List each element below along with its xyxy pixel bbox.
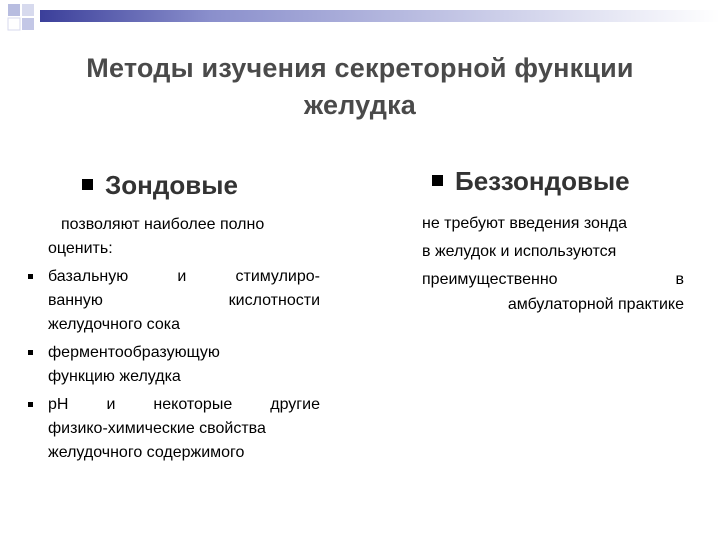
decorative-header-bar — [0, 0, 720, 40]
item-word: некоторые — [153, 396, 233, 413]
list-item — [48, 393, 320, 465]
item-word: кислотности — [228, 292, 320, 309]
list-item — [48, 265, 320, 337]
small-square-bullet-icon — [28, 402, 33, 407]
right-heading-label: Беззондовые — [455, 166, 630, 196]
left-heading-label: Зондовые — [105, 170, 238, 200]
item-line: функцию желудка — [48, 368, 181, 385]
item-word: базальную — [48, 268, 129, 285]
square-bullet-icon — [432, 175, 443, 186]
item-word: и — [177, 268, 187, 285]
title-line-1: Методы изучения секреторной функции — [86, 53, 634, 83]
right-word: в — [675, 271, 684, 288]
item-line: желудочного содержимого — [48, 444, 245, 461]
item-word: стимулиро- — [235, 268, 320, 285]
left-column-text — [48, 213, 320, 465]
right-column-text — [422, 210, 684, 316]
page-title — [0, 50, 720, 124]
right-line-2: в желудок и используются — [422, 243, 617, 260]
square-bullet-icon — [82, 179, 93, 190]
left-intro-line-2: оценить: — [48, 240, 113, 257]
item-line: физико-химические свойства — [48, 420, 266, 437]
item-line: желудочного сока — [48, 316, 180, 333]
left-column-heading — [82, 170, 238, 201]
item-word: ванную — [48, 292, 103, 309]
right-line-1: не требуют введения зонда — [422, 215, 627, 232]
right-column-heading — [432, 166, 630, 197]
right-line-4: амбулаторной практике — [507, 296, 684, 313]
list-item — [48, 341, 320, 389]
left-list — [48, 265, 320, 465]
item-word: и — [106, 396, 116, 413]
small-square-bullet-icon — [28, 274, 33, 279]
small-square-bullet-icon — [28, 350, 33, 355]
right-word: преимущественно — [422, 271, 558, 288]
right-line-3 — [422, 266, 684, 294]
item-word: pH — [48, 396, 69, 413]
title-line-2: желудка — [303, 90, 416, 120]
item-line: ферментообразующую — [48, 344, 220, 361]
left-intro-line-1: позволяют наиболее полно — [61, 216, 265, 233]
item-word: другие — [270, 396, 320, 413]
